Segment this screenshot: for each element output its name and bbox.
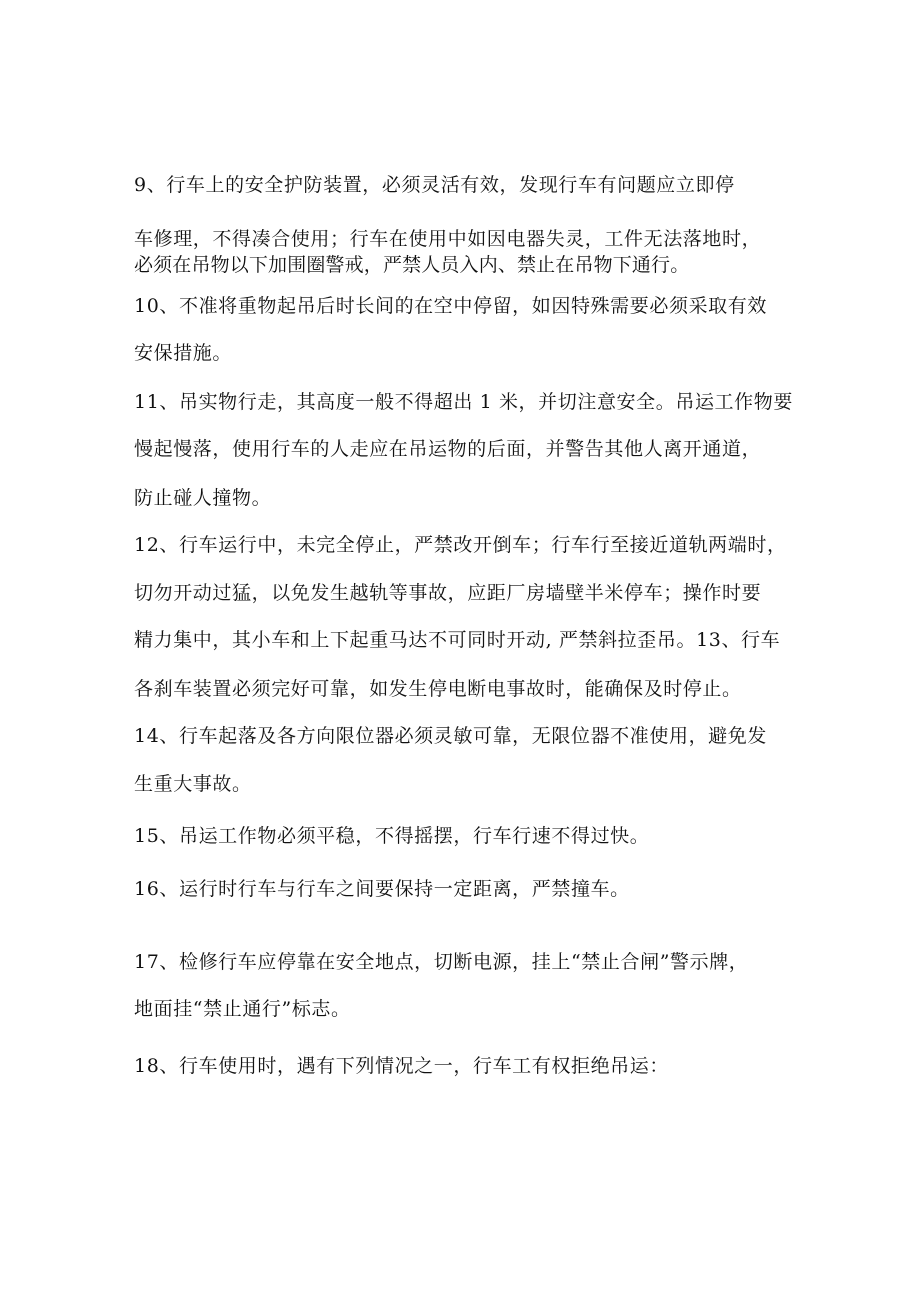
text-line: 12、行车运行中，未完全停止，严禁改开倒车；行车行至接近道轨两端时， <box>134 534 787 556</box>
text-line: 生重大事故。 <box>134 773 252 795</box>
text-line: 防止碰人撞物。 <box>134 487 272 509</box>
text-line: 18、行车使用时，遇有下列情况之一，行车工有权拒绝吊运： <box>134 1055 669 1077</box>
text-line: 10、不准将重物起吊后时长间的在空中停留，如因特殊需要必须采取有效 <box>134 295 767 317</box>
text-line: 地面挂“禁止通行”标志。 <box>134 998 351 1020</box>
text-line: 车修理，不得凑合使用；行车在使用中如因电器失灵，工件无法落地时， <box>134 228 762 250</box>
text-line: 11、吊实物行走，其高度一般不得超出 1 米，并切注意安全。吊运工作物要 <box>134 391 793 413</box>
text-line: 各刹车装置必须完好可靠，如发生停电断电事故时，能确保及时停止。 <box>134 678 742 700</box>
text-line: 14、行车起落及各方向限位器必须灵敏可靠，无限位器不准使用，避免发 <box>134 725 767 747</box>
text-line: 切勿开动过猛，以免发生越轨等事故，应距厂房墙壁半米停车；操作时要 <box>134 582 762 604</box>
text-line: 慢起慢落，使用行车的人走应在吊运物的后面，并警告其他人离开通道， <box>134 438 762 460</box>
text-line: 精力集中，其小车和上下起重马达不可同时开动, 严禁斜拉歪吊。13、行车 <box>134 629 781 651</box>
text-line: 安保措施。 <box>134 342 233 364</box>
text-line: 必须在吊物以下加围圈警戒，严禁人员入内、禁止在吊物下通行。 <box>134 254 690 276</box>
text-line: 15、吊运工作物必须平稳，不得摇摆，行车行速不得过快。 <box>134 825 650 847</box>
text-line: 9、行车上的安全护防装置，必须灵活有效，发现行车有问题应立即停 <box>134 174 735 196</box>
text-line: 16、运行时行车与行车之间要保持一定距离，严禁撞车。 <box>134 878 630 900</box>
text-line: 17、检修行车应停靠在安全地点，切断电源，挂上“禁止合闸”警示牌， <box>134 951 749 973</box>
